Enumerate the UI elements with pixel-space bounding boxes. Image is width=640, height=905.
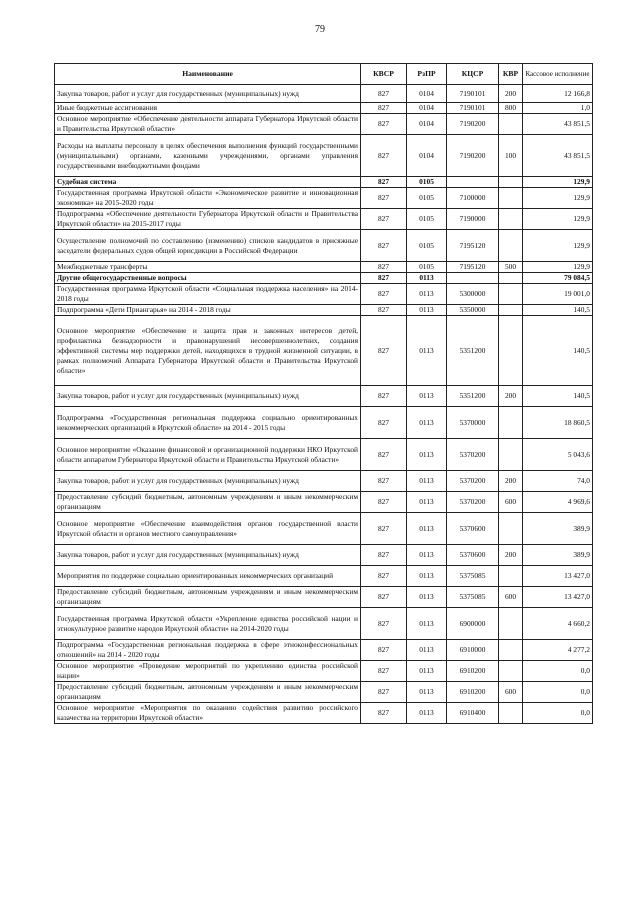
table-row — [55, 608, 593, 640]
table-row — [55, 682, 593, 703]
row-name: Подпрограмма «Дети Приангарья» на 2014 - 2018 годы — [55, 305, 361, 316]
row-cash-execution: 1,0 — [523, 103, 593, 114]
row-kvsr: 827 — [361, 177, 407, 188]
row-kcsr: 7190101 — [447, 103, 499, 114]
row-kcsr: 5370200 — [447, 439, 499, 471]
header-rzpr: РзПР — [407, 64, 447, 85]
table-row — [55, 407, 593, 439]
row-rzpr: 0113 — [407, 386, 447, 407]
row-kcsr: 6910200 — [447, 661, 499, 682]
table-row — [55, 439, 593, 471]
row-kvsr: 827 — [361, 545, 407, 566]
row-rzpr: 0113 — [407, 513, 447, 545]
table-row — [55, 284, 593, 305]
row-kvr — [499, 209, 523, 230]
row-name: Основное мероприятие «Обеспечение деятельности аппарата Губернатора Иркутской области и Правительства Иркутской области» — [55, 114, 361, 135]
row-cash-execution: 5 043,6 — [523, 439, 593, 471]
row-rzpr: 0113 — [407, 492, 447, 513]
table-row — [55, 640, 593, 661]
row-name: Государственная программа Иркутской области «Экономическое развитие и инновационная экономика» на 2015-2020 годы — [55, 188, 361, 209]
row-name: Судебная система — [55, 177, 361, 188]
row-kvr: 100 — [499, 135, 523, 177]
row-rzpr: 0105 — [407, 230, 447, 262]
row-kvr — [499, 114, 523, 135]
row-name: Межбюджетные трансферты — [55, 262, 361, 273]
row-kvsr: 827 — [361, 135, 407, 177]
row-rzpr: 0113 — [407, 545, 447, 566]
row-name: Закупка товаров, работ и услуг для государственных (муниципальных) нужд — [55, 386, 361, 407]
row-kcsr: 7195120 — [447, 262, 499, 273]
row-name: Основное мероприятие «Оказание финансовой и организационной поддержки НКО Иркутской области аппаратом Губернатора Иркутской области и Правительства Иркутской области» — [55, 439, 361, 471]
row-kcsr: 6900000 — [447, 608, 499, 640]
table-row — [55, 316, 593, 386]
table-row — [55, 471, 593, 492]
row-kvsr: 827 — [361, 85, 407, 103]
row-kcsr: 5351200 — [447, 316, 499, 386]
row-kvr — [499, 284, 523, 305]
row-name: Мероприятия по поддержке социально ориентированных некоммерческих организаций — [55, 566, 361, 587]
row-cash-execution: 4 277,2 — [523, 640, 593, 661]
row-name: Закупка товаров, работ и услуг для государственных (муниципальных) нужд — [55, 471, 361, 492]
table-header-row — [55, 64, 593, 85]
row-name: Закупка товаров, работ и услуг для государственных (муниципальных) нужд — [55, 545, 361, 566]
row-kvr — [499, 230, 523, 262]
row-kvsr: 827 — [361, 209, 407, 230]
row-kvr — [499, 177, 523, 188]
row-cash-execution: 13 427,0 — [523, 566, 593, 587]
row-kvsr: 827 — [361, 103, 407, 114]
row-cash-execution: 74,0 — [523, 471, 593, 492]
row-kcsr: 7190101 — [447, 85, 499, 103]
header-kvr: КВР — [499, 64, 523, 85]
row-kvsr: 827 — [361, 305, 407, 316]
row-kvr — [499, 608, 523, 640]
row-name: Другие общегосударственные вопросы — [55, 273, 361, 284]
row-cash-execution: 79 084,5 — [523, 273, 593, 284]
row-kcsr: 7190200 — [447, 114, 499, 135]
row-rzpr: 0113 — [407, 587, 447, 608]
row-kvr: 200 — [499, 386, 523, 407]
row-kvsr: 827 — [361, 230, 407, 262]
row-kvr: 600 — [499, 587, 523, 608]
row-kcsr: 6910000 — [447, 640, 499, 661]
row-rzpr: 0113 — [407, 682, 447, 703]
row-cash-execution: 129,9 — [523, 209, 593, 230]
row-kcsr: 5370000 — [447, 407, 499, 439]
row-cash-execution: 43 851,5 — [523, 135, 593, 177]
row-rzpr: 0113 — [407, 305, 447, 316]
table-row — [55, 566, 593, 587]
row-cash-execution: 4 969,6 — [523, 492, 593, 513]
row-name: Основное мероприятие «Проведение мероприятий по укреплению единства российской нации» — [55, 661, 361, 682]
row-name: Основное мероприятие «Обеспечение взаимодействия органов государственной власти Иркутской области и органов местного самоуправления» — [55, 513, 361, 545]
row-cash-execution: 12 166,8 — [523, 85, 593, 103]
row-name: Закупка товаров, работ и услуг для государственных (муниципальных) нужд — [55, 85, 361, 103]
row-rzpr: 0113 — [407, 640, 447, 661]
table-row — [55, 587, 593, 608]
row-kvr: 800 — [499, 103, 523, 114]
table-row — [55, 703, 593, 724]
row-kvsr: 827 — [361, 284, 407, 305]
row-rzpr: 0113 — [407, 703, 447, 724]
row-name: Предоставление субсидий бюджетным, автономным учреждениям и иным некоммерческим организациям — [55, 492, 361, 513]
row-kcsr: 5370200 — [447, 492, 499, 513]
row-kvsr: 827 — [361, 513, 407, 545]
row-name: Подпрограмма «Государственная региональная поддержка социально ориентированных некоммерческих организаций в Иркутской области» на 2014 - 2015 годы — [55, 407, 361, 439]
row-kcsr: 5370600 — [447, 545, 499, 566]
row-kvsr: 827 — [361, 566, 407, 587]
row-rzpr: 0113 — [407, 273, 447, 284]
row-rzpr: 0104 — [407, 103, 447, 114]
row-kvr — [499, 273, 523, 284]
row-kvr: 200 — [499, 471, 523, 492]
row-rzpr: 0113 — [407, 608, 447, 640]
row-cash-execution: 0,0 — [523, 682, 593, 703]
table-row — [55, 114, 593, 135]
row-name: Предоставление субсидий бюджетным, автономным учреждениям и иным некоммерческим организациям — [55, 682, 361, 703]
table-row — [55, 273, 593, 284]
row-name: Государственная программа Иркутской области «Укрепление единства российской нации и этнокультурное развитие народов Иркутской области» на 2014-2020 годы — [55, 608, 361, 640]
row-kcsr: 5375085 — [447, 587, 499, 608]
row-kcsr: 7195120 — [447, 230, 499, 262]
row-kvr — [499, 640, 523, 661]
row-kcsr — [447, 177, 499, 188]
row-kcsr: 5351200 — [447, 386, 499, 407]
table-row — [55, 513, 593, 545]
row-rzpr: 0104 — [407, 85, 447, 103]
row-kcsr: 5370200 — [447, 471, 499, 492]
row-cash-execution: 389,9 — [523, 513, 593, 545]
table-row — [55, 135, 593, 177]
row-kvr — [499, 188, 523, 209]
row-kcsr: 5375085 — [447, 566, 499, 587]
row-cash-execution: 140,5 — [523, 305, 593, 316]
row-rzpr: 0104 — [407, 135, 447, 177]
row-kvr: 600 — [499, 682, 523, 703]
header-kcsr: КЦСР — [447, 64, 499, 85]
row-name: Осуществление полномочий по составлению (изменению) списков кандидатов в присяжные заседатели федеральных судов общей юрисдикции в Российской Федерации — [55, 230, 361, 262]
row-cash-execution: 129,9 — [523, 230, 593, 262]
row-kvr — [499, 703, 523, 724]
row-kvr — [499, 316, 523, 386]
row-rzpr: 0113 — [407, 566, 447, 587]
row-kvr — [499, 439, 523, 471]
row-rzpr: 0113 — [407, 439, 447, 471]
row-kvr: 200 — [499, 85, 523, 103]
row-kvsr: 827 — [361, 661, 407, 682]
row-name: Расходы на выплаты персоналу в целях обеспечения выполнения функций государственными (муниципальными) органами, казенными учреждениями, органами управления государственными внебюджетными фондами — [55, 135, 361, 177]
row-rzpr: 0113 — [407, 407, 447, 439]
table-row — [55, 103, 593, 114]
table-body — [55, 85, 593, 724]
row-name: Подпрограмма «Государственная региональная поддержка в сфере этноконфессиональных отношений» на 2014 - 2020 годы — [55, 640, 361, 661]
row-kvr — [499, 661, 523, 682]
row-name: Основное мероприятие «Мероприятия по оказанию содействия развитию российского казачества на территории Иркутской области» — [55, 703, 361, 724]
row-cash-execution: 129,9 — [523, 177, 593, 188]
table-row — [55, 230, 593, 262]
table-row — [55, 305, 593, 316]
row-cash-execution: 4 660,2 — [523, 608, 593, 640]
row-kvr — [499, 513, 523, 545]
row-cash-execution: 19 001,0 — [523, 284, 593, 305]
row-name: Иные бюджетные ассигнования — [55, 103, 361, 114]
row-kcsr — [447, 273, 499, 284]
row-kvsr: 827 — [361, 316, 407, 386]
row-kcsr: 5350000 — [447, 305, 499, 316]
row-kcsr: 5300000 — [447, 284, 499, 305]
row-kvr: 600 — [499, 492, 523, 513]
row-cash-execution: 389,9 — [523, 545, 593, 566]
row-kvsr: 827 — [361, 682, 407, 703]
row-name: Государственная программа Иркутской области «Социальная поддержка населения» на 2014-2018 годы — [55, 284, 361, 305]
row-rzpr: 0105 — [407, 262, 447, 273]
table-row — [55, 85, 593, 103]
row-kvr — [499, 566, 523, 587]
row-kvsr: 827 — [361, 608, 407, 640]
row-kvsr: 827 — [361, 587, 407, 608]
table-row — [55, 209, 593, 230]
row-kcsr: 7190000 — [447, 209, 499, 230]
row-kvsr: 827 — [361, 407, 407, 439]
table-row — [55, 545, 593, 566]
row-kvsr: 827 — [361, 439, 407, 471]
table-row — [55, 492, 593, 513]
header-name: Наименование — [55, 64, 361, 85]
row-rzpr: 0105 — [407, 209, 447, 230]
row-name: Основное мероприятие «Обеспечение и защита прав и законных интересов детей, профилактика безнадзорности и правонарушений несовершеннолетних, создания эффективной системы мер поддержки детей, находящихся в трудной жизненной ситуации, в рамках полномочий Аппарата Губернатора Иркутской области и Правительства Иркутской области» — [55, 316, 361, 386]
row-rzpr: 0113 — [407, 284, 447, 305]
row-rzpr: 0113 — [407, 471, 447, 492]
row-rzpr: 0104 — [407, 114, 447, 135]
row-kvsr: 827 — [361, 262, 407, 273]
header-cash-execution: Кассовое исполнение — [523, 64, 593, 85]
table-row — [55, 188, 593, 209]
row-kcsr: 6910200 — [447, 682, 499, 703]
row-kvsr: 827 — [361, 471, 407, 492]
row-kcsr: 6910400 — [447, 703, 499, 724]
table-row — [55, 386, 593, 407]
row-kvr: 200 — [499, 545, 523, 566]
row-kcsr: 7190200 — [447, 135, 499, 177]
table-row — [55, 262, 593, 273]
row-rzpr: 0105 — [407, 177, 447, 188]
row-kvsr: 827 — [361, 114, 407, 135]
row-name: Подпрограмма «Обеспечение деятельности Губернатора Иркутской области и Правительства Иркутской области» на 2015-2017 годы — [55, 209, 361, 230]
row-kvsr: 827 — [361, 703, 407, 724]
row-cash-execution: 0,0 — [523, 661, 593, 682]
row-kcsr: 7100000 — [447, 188, 499, 209]
row-cash-execution: 129,9 — [523, 188, 593, 209]
row-name: Предоставление субсидий бюджетным, автономным учреждениям и иным некоммерческим организациям — [55, 587, 361, 608]
row-cash-execution: 13 427,0 — [523, 587, 593, 608]
row-kvr: 500 — [499, 262, 523, 273]
table-row — [55, 177, 593, 188]
row-cash-execution: 140,5 — [523, 316, 593, 386]
table-row — [55, 661, 593, 682]
row-kcsr: 5370600 — [447, 513, 499, 545]
page-number: 79 — [315, 24, 325, 35]
row-kvsr: 827 — [361, 386, 407, 407]
row-cash-execution: 0,0 — [523, 703, 593, 724]
row-cash-execution: 140,5 — [523, 386, 593, 407]
row-kvr — [499, 305, 523, 316]
row-rzpr: 0113 — [407, 316, 447, 386]
row-cash-execution: 43 851,5 — [523, 114, 593, 135]
row-kvsr: 827 — [361, 273, 407, 284]
header-kvsr: КВСР — [361, 64, 407, 85]
row-cash-execution: 18 860,5 — [523, 407, 593, 439]
row-kvsr: 827 — [361, 640, 407, 661]
row-rzpr: 0113 — [407, 661, 447, 682]
row-kvsr: 827 — [361, 492, 407, 513]
row-kvsr: 827 — [361, 188, 407, 209]
budget-table — [54, 63, 593, 724]
row-rzpr: 0105 — [407, 188, 447, 209]
row-cash-execution: 129,9 — [523, 262, 593, 273]
row-kvr — [499, 407, 523, 439]
